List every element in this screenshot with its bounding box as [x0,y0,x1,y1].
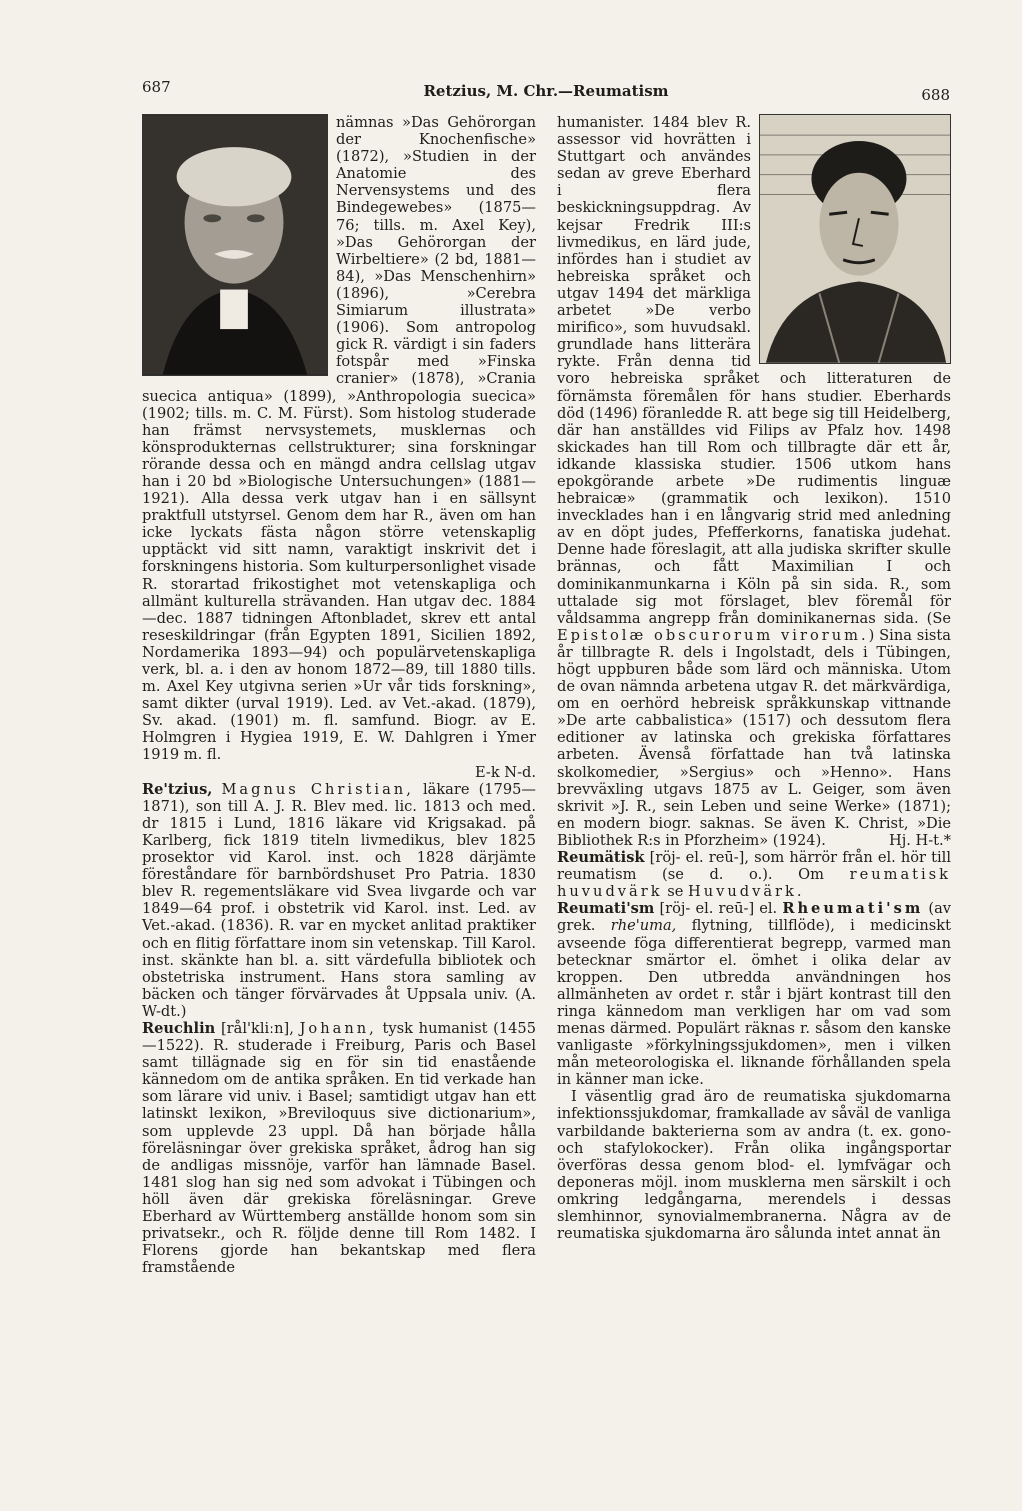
page-number-left: 687 [142,78,171,96]
retzius-text-continued: nämnas »Das Gehörorgan der Knochenfische» (1872), »Studien in der Anatomie des Nervensystems und des Bindegewebes» (1875—76; tills. m. Axel Key), »Das Gehörorgan der Wirbeltiere» (2 bd, 1881—84), »Das Menschenhirn» (1896), »Cerebra Simiarum illustrata» (1906). Som antropolog gick R. värdigt i sin faders fotspår med »Finska cranier» (1878), »Crania suecica antiqua» (1899), »Anthropologia suecica» (1902; tills. m. C. M. Fürst). Som histolog studerade han främst nervsystemets, musklernas och könsprodukternas cellstrukturer; sina forskningar rörande dessa och en mängd andra cellslag utgav han i 20 bd »Biologische Untersuchungen» (1881—1921). Alla dessa verk utgav han i en sällsynt praktfull utstyrsel. Genom dem har R., även om han icke lyckats fästa någon större vetenskaplig upptäckt vid sitt namn, varaktigt inskrivit det i forskningens historia. Som kulturpersonlighet visade R. storartad frikostighet mot vetenskapliga och allmänt kulturella strävanden. Han utgav dec. 1884—dec. 1887 tidningen Aftonbladet, skrev ett antal reseskildringar (från Egypten 1891, Sicilien 1892, Nordamerika 1893—94) och populärvetenskapliga verk, bl. a. i den av honom 1872—89, till 1880 tills. m. Axel Key utgivna serien »Ur vår tids forskning», samt dikter (urval 1919). Led. av Vet.-akad. (1879), Sv. akad. (1901) m. fl. samfund. Biogr. av E. Holmgren i Hygiea 1919, E. W. Dahlgren i Ymer 1919 m. fl. [142,114,536,764]
page-number-right: 688 [921,86,950,104]
entry-reuchlin [142,1020,536,1276]
portrait-reuchlin-woodcut [759,114,951,364]
entry-reumatism-paragraph: I väsentlig grad äro de reumatiska sjukdomarna infektionssjukdomar, framkallade av såväl de vanliga varbildande bakterierna som av andra (t. ex. gono- och stafylokocker). Från olika ingångsportar överföras dessa genom blod- el. lymfvägar och deponeras möjl. inom musklerna men särskilt i och omkring ledgångarna, merendels i dessas slemhinnor, synovialmembranerna. Några av de reumatiska sjukdomarna äro sålunda intet annat än [557,1088,951,1243]
signature: Hj. H-t.* [889,831,951,849]
entry-retzius-magnus [142,781,536,1020]
entry-headword: Re'tzius, [142,780,213,798]
running-title: Retzius, M. Chr.—Reumatism [423,82,669,100]
portrait-retzius-photo [142,114,328,376]
entry-headword: Reumati'sm [557,900,655,918]
reuchlin-text-continued: humanister. 1484 blev R. assessor vid hovrätten i Stuttgart och användes sedan av greve Eberhard i flera beskickningsuppdrag. Av kejsar Fredrik III:s livmedikus, en lärd jude, infördes han i studiet av hebreiska språket och utgav 1494 det märkliga arbetet »De verbo mirifico», som huvudsakl. grundlade hans litterära rykte. Från denna tid voro hebreiska språket och litteraturen de förnämsta föremålen för hans studier. Eberhards död (1496) föranledde R. att bege sig till Heidelberg, där han anställdes vid Filips av Pfalz hov. 1498 skickades han till Rom och tillbragte där ett år, idkande klassiska studier. 1506 utkom hans epokgörande arbete »De rudimentis linguæ hebraicæ» (grammatik och lexikon). 1510 invecklades han i en långvarig strid med anledning av en döpt judes, Pfefferkorns, fanatiska judehat. Denne hade föreslagit, att alla judiska skrifter skulle brännas, och fått Maximilian I och dominikanmunkarna i Köln på sin sida. R., som uttalade sig mot förslaget, blev föremål för våldsamma angrepp från dominikanernas sida. (Se Epistolæ obscurorum virorum.) Sina sista år tillbragte R. dels i Ingolstadt, dels i Tübingen, högt uppburen både som lärd och människa. Utom de ovan nämnda arbetena utgav R. det märkvärdiga, om en oerhörd hebreisk språkkunskap vittnande »De arte cabbalistica» (1517) och dessutom flera editioner av latinska och grekiska författares arbeten. Ävenså författade han två latinska skolkomedier, »Sergius» och »Henno». Hans brevväxling utgavs 1875 av L. Geiger, som även skrivit »J. R., sein Leben und seine Werke» (1871); en modern biogr. saknas. Se även K. Christ, »Die Bibliothek R:s in Pforzheim» (1924). Hj. H-t.* [557,114,951,849]
portrait-photo-icon [143,115,327,375]
running-header [142,78,950,102]
entry-reumatism [557,900,951,1088]
cross-reference: Huvudvärk. [687,883,805,901]
entry-body: tysk humanist (1455—1522). R. studerade i Freiburg, Paris och Basel samt tillägnade sig en för sin tid enastående kännedom om de antika språken. En tid verkade han som lärare vid univ. i Basel; samtidigt utgav han ett latinskt lexikon, »Breviloquus sive dictionarium», som upplevde 23 uppl. Då han började hålla föreläsningar över grekiska språket, ådrog han sig de andligas missnöje, varför han lämnade Basel. 1481 slog han sig ned som advokat i Tübingen och höll även där grekiska föreläsningar. Greve Eberhard av Württemberg anställde honom som sin privatsekr., och R. följde denne till Rom 1482. I Florens gjorde han bekantskap med flera framstående [142,1019,536,1277]
entry-pronunciation: [röj- el. reū-] el. [659,900,778,918]
entry-body: som härrör från el. hör till reumatism (se d. o.). Om [557,849,951,884]
entry-body: läkare (1795—1871), son till A. J. R. Blev med. lic. 1813 och med. dr 1815 i Lund, 1816 läkare vid Krigsakad. på Karlberg, fick 1819 titeln livmedikus, blev 1825 prosektor vid Karol. inst. och 1828 därjämte föreståndare för barnbördshuset Pro Patria. 1830 blev R. regementsläkare vid Svea livgarde och var 1849—64 prof. i obstetrik vid Karol. inst. Led. av Vet.-akad. (1836). R. var en mycket anlitad praktiker och en flitig författare inom sin vetenskap. Till Karol. inst. skänkte han bl. a. sitt värdefulla bibliotek och obstetriska instrument. Hans stora samling av bäcken och tänger förvärvades åt Uppsala univ. [142,780,537,1003]
entry-headword: Reumätisk [557,849,645,867]
entry-pronunciation: [rål'kliːn], [220,1019,294,1037]
right-column [557,114,951,1242]
entry-body: Sina sista år tillbragte R. dels i Ingolstadt, dels i Tübingen, högt uppburen både som lärd och människa. Utom de ovan nämnda arbetena utgav R. det märkvärdiga, om en oerhörd hebreisk språkkunskap vittnande »De arte cabbalistica» (1517) och dessutom flera editioner av latinska och grekiska författares arbeten. Ävenså författade han två latinska skolkomedier, »Sergius» och »Henno». Hans brevväxling utgavs 1875 av L. Geiger, som även skrivit »J. R., sein Leben und seine Werke» (1871); en modern biogr. saknas. Se även K. Christ, »Die Bibliothek R:s in Pforzheim» (1924). [557,626,951,849]
entry-body: (av grek. [557,900,952,935]
entry-body: flytning, tillflöde), i medicinskt avseende föga differentierat begrepp, varmed man betecknar smärtor el. ömhet i olika delar av kroppen. Den utbredda användningen hos allmänheten av ordet r. står i bjärt kontrast till den ringa kännedom man verkligen har om vad som menas därmed. Populärt räknas r. såsom den kanske vanligaste »förkylningssjukdomen», men i vilken mån meteorologiska el. liknande förhållanden spela in känner man icke. [557,917,952,1089]
entry-body: humanister. 1484 blev R. assessor vid hovrätten i Stuttgart och användes sedan av greve Eberhard i flera beskickningsuppdrag. Av kejsar Fredrik III:s livmedikus, en lärd jude, infördes han i studiet av hebreiska språket och utgav 1494 det märkliga arbetet »De verbo mirifico», som huvudsakl. grundlade hans litterära rykte. Från denna tid voro hebreiska språket och litteraturen de förnämsta föremålen för hans studier. Eberhards död (1496) föranledde R. att bege sig till Heidelberg, där han anställdes vid Filips av Pfalz hov. 1498 skickades han till Rom och tillbragte där ett år, idkande klassiska studier. 1506 utkom hans epokgörande arbete »De rudimentis linguæ hebraicæ» (grammatik och lexikon). 1510 invecklades han i en långvarig strid med anledning av en döpt judes, Pfefferkorns, fanatiska judehat. Denne hade föreslagit, att alla judiska skrifter skulle brännas, och fått Maximilian I och dominikanmunkarna i Köln på sin sida. R., som uttalade sig mot förslaget, blev föremål för våldsamma angrepp från dominikanernas sida. (Se [557,114,951,627]
entry-alt-headword: Rheumati'sm [782,900,924,918]
entry-given-name: Magnus Christian, [221,780,414,798]
signature: E-k N-d. [474,763,536,781]
entry-headword: Reuchlin [142,1019,216,1037]
cross-reference: Epistolæ obscurorum virorum. [557,626,869,644]
entry-etymology: rhe'uma, [610,917,677,935]
entry-pronunciation: [röj- el. reū-], [649,849,749,867]
cross-reference: reumatisk huvudvärk [557,866,952,901]
left-column [142,114,536,1276]
entry-given-name: Johann, [299,1019,377,1037]
entry-reumatisk [557,849,951,900]
signature: (A. W-dt.) [142,985,536,1020]
portrait-woodcut-icon [760,115,950,363]
entry-see: se [667,883,684,901]
